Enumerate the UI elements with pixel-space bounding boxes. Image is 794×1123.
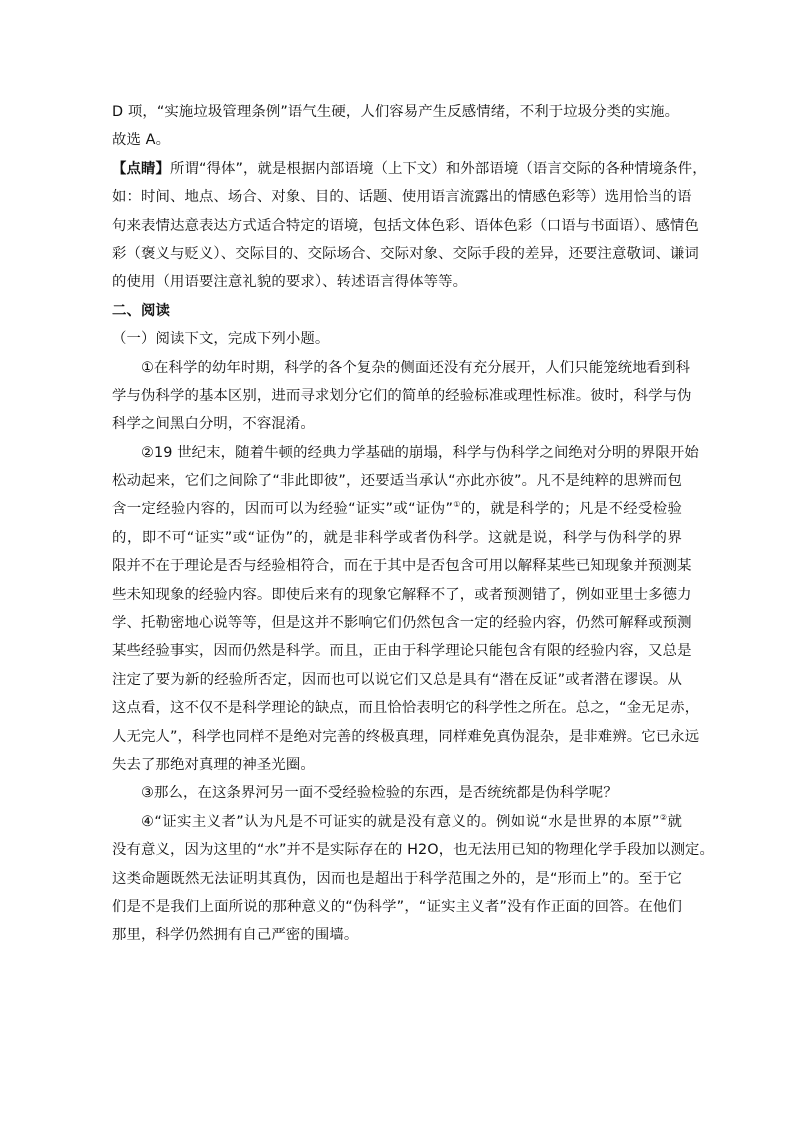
subsection-title: （一）阅读下文，完成下列小题。 bbox=[112, 331, 330, 348]
para2-line-6: 些未知现象的经验内容。即使后来有的现象它解释不了，或者预测错了，例如亚里士多德力 bbox=[112, 586, 692, 603]
para1-line-2: 学与伪科学的基本区别，进而寻求划分它们的简单的经验标准或理性标准。彼时，科学与伪 bbox=[112, 387, 692, 404]
answer-d-line: D 项，“实施垃圾管理条例”语气生硬，人们容易产生反感情绪，不利于垃圾分类的实施。 bbox=[112, 104, 680, 120]
para4-line-5: 那里，科学仍然拥有自己严密的围墙。 bbox=[112, 927, 359, 944]
para2-line-3a: 含一定经验内容的，因而可以为经验“证实”或“证伪” bbox=[112, 501, 454, 518]
document-page bbox=[112, 98, 715, 950]
para2-line-5: 限并不在于理论是否与经验相符合，而在于其中是否包含可用以解释某些已知现象并预测某 bbox=[112, 558, 692, 575]
para4-line-1a: ④“证实主义者”认为凡是不可证实的就是没有意义的。例如说“水是世界的本原” bbox=[141, 813, 660, 830]
answer-choice-line: 故选 A。 bbox=[112, 132, 171, 149]
para2-line-12: 失去了那绝对真理的神圣光圈。 bbox=[112, 756, 315, 773]
footnote-ref-2: ② bbox=[659, 812, 668, 822]
para2-line-7: 学、托勒密地心说等等，但是这并不影响它们仍然包含一定的经验内容，仍然可解释或预测 bbox=[112, 615, 692, 632]
tip-line-4: 彩（褒义与贬义）、交际目的、交际场合、交际对象、交际手段的差异，还要注意敬词、谦词 bbox=[112, 245, 699, 262]
section-title: 二、阅读 bbox=[112, 302, 170, 319]
para4-line-4: 们是不是我们上面所说的那种意义的“伪科学”，“证实主义者”没有作正面的回答。在他们 bbox=[112, 898, 682, 915]
footnote-ref-1: ① bbox=[453, 500, 461, 510]
para4-line-2: 没有意义，因为这里的“水”并不是实际存在的 H2O，也无法用已知的物理化学手段加以测定。 bbox=[112, 842, 715, 859]
para1-line-3: 科学之间黑白分明，不容混淆。 bbox=[112, 416, 315, 433]
para2-line-11: 人无完人”，科学也同样不是绝对完善的终极真理，同样难免真伪混杂，是非难辨。它已永远 bbox=[112, 728, 700, 745]
para2-line-10: 这点看，这不仅不是科学理论的缺点，而且恰恰表明它的科学性之所在。总之，“金无足赤， bbox=[112, 700, 700, 717]
para2-line-3 bbox=[112, 495, 682, 523]
para3-line-1: ③那么，在这条界河另一面不受经验检验的东西，是否统统都是伪科学呢？ bbox=[141, 785, 618, 802]
tip-text-1: 所谓“得体”，就是根据内部语境（上下文）和外部语境（语言交际的各种情境条件， bbox=[169, 160, 707, 177]
tip-line-1 bbox=[112, 155, 707, 183]
tip-label: 【点睛】 bbox=[112, 160, 170, 177]
tip-line-2: 如：时间、地点、场合、对象、目的、话题、使用语言流露出的情感色彩等）选用恰当的语 bbox=[112, 189, 692, 206]
para2-line-2: 松动起来，它们之间除了“非此即彼”，还要适当承认“亦此亦彼”。凡不是纯粹的思辨而包 bbox=[112, 473, 682, 490]
tip-line-3: 句来表情达意表达方式适合特定的语境，包括文体色彩、语体色彩（口语与书面语）、感情色 bbox=[112, 217, 699, 234]
para1-line-1: ①在科学的幼年时期，科学的各个复杂的侧面还没有充分展开，人们只能笼统地看到科 bbox=[141, 359, 691, 376]
para4-line-1 bbox=[112, 808, 682, 836]
para2-line-8: 某些经验事实，因而仍然是科学。而且，正由于科学理论只能包含有限的经验内容，又总是 bbox=[112, 643, 692, 660]
para2-line-3b: 的，就是科学的；凡是不经受检验 bbox=[460, 501, 682, 518]
tip-line-5: 的使用（用语要注意礼貌的要求）、转述语言得体等等。 bbox=[112, 274, 468, 291]
para2-line-4: 的，即不可“证实”或“证伪”的，就是非科学或者伪科学。这就是说，科学与伪科学的界 bbox=[112, 529, 682, 546]
para2-line-9: 注定了要为新的经验所否定，因而也可以说它们又总是具有“潜在反证”或者潜在谬误。从 bbox=[112, 671, 682, 688]
para4-line-3: 这类命题既然无法证明其真伪，因而也是超出于科学范围之外的，是“形而上”的。至于它 bbox=[112, 870, 682, 887]
para4-line-1b: 就 bbox=[667, 813, 682, 830]
para2-line-1: ②19 世纪末，随着牛顿的经典力学基础的崩塌，科学与伪科学之间绝对分明的界限开始 bbox=[141, 444, 699, 461]
